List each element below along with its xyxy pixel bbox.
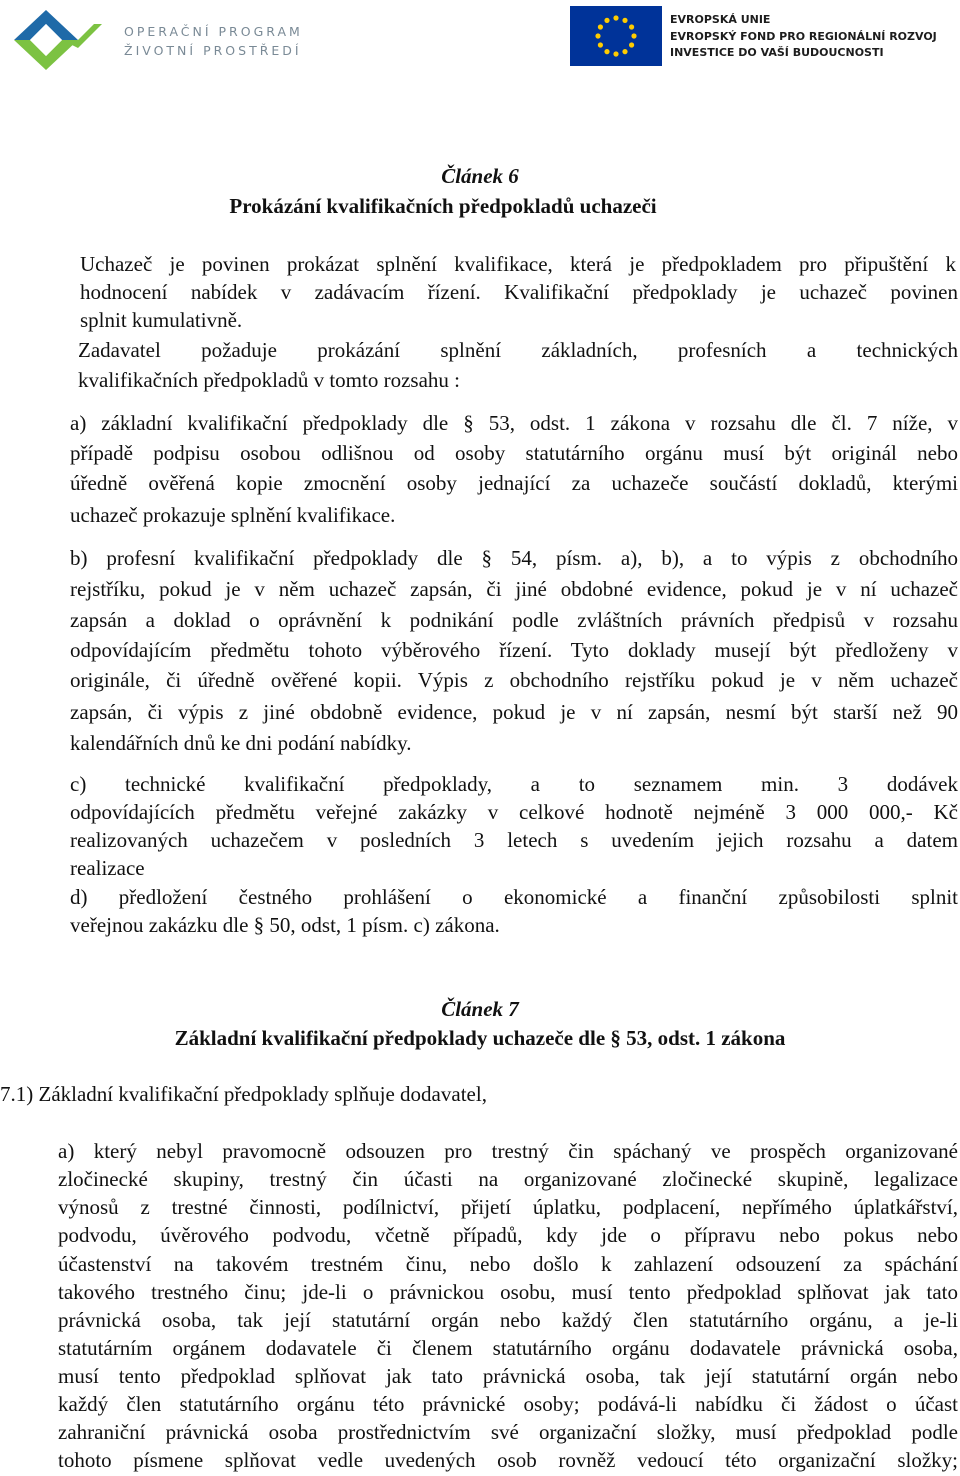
item-7a-line: a) který nebyl pravomocně odsouzen pro trestný čin spáchaný ve prospěch organizované <box>58 1139 958 1163</box>
article6-heading: Článek 6 <box>441 164 519 188</box>
item-7a-line: zločinecké skupiny, trestný čin účasti na organizované zločinecké skupině, legalizace <box>58 1167 958 1191</box>
item-b-line: odpovídajícím předmětu tohoto výběrového řízení. Tyto doklady musejí být předloženy v <box>70 638 958 662</box>
item-7a-line: právnická osoba, tak její statutární orgán nebo každý člen statutárního orgánu, a je-li <box>58 1308 958 1332</box>
article6-intro-line: Zadavatel požaduje prokázání splnění základních, profesních a technických <box>78 338 958 362</box>
item-c-line: realizovaných uchazečem v posledních 3 letech s uvedením jejich rozsahu a datem <box>70 828 958 852</box>
opzp-logo <box>6 2 303 72</box>
item-d-line: d) předložení čestného prohlášení o ekonomické a finanční způsobilosti splnit <box>70 885 958 909</box>
item-c-line: c) technické kvalifikační předpoklady, a to seznamem min. 3 dodávek <box>70 772 958 796</box>
item-b-line: zapsán a doklad o oprávnění k podnikání podle zvláštních právních předpisů v rozsahu <box>70 608 958 632</box>
item-d-line: veřejnou zakázku dle § 50, odst, 1 písm. c) zákona. <box>70 913 500 937</box>
article7-title: Základní kvalifikační předpoklady uchazeče dle § 53, odst. 1 zákona <box>174 1026 786 1050</box>
eu-flag-icon <box>570 6 662 66</box>
opzp-logo-icon <box>6 2 116 72</box>
item-b-line: rejstříku, pokud je v něm uchazeč zapsán, či jiné obdobné evidence, pokud je v ní uchazeč <box>70 577 958 601</box>
point-7-1: 7.1) Základní kvalifikační předpoklady splňuje dodavatel, <box>0 1082 487 1106</box>
item-7a-line: statutárním orgánem dodavatele či členem statutárního orgánu dodavatele právnická osoba, <box>58 1336 958 1360</box>
article6-intro-line: hodnocení nabídek v zadávacím řízení. Kvalifikační předpoklady je uchazeč povinen <box>80 280 958 304</box>
eu-line3: INVESTICE DO VAŠÍ BUDOUCNOSTI <box>670 46 884 59</box>
eu-line2: EVROPSKÝ FOND PRO REGIONÁLNÍ ROZVOJ <box>670 29 937 43</box>
article6-title: Prokázání kvalifikačních předpokladů uchazeči <box>229 194 657 218</box>
item-7a-line: výnosů z trestné činnosti, podílnictví, přijetí úplatku, podplacení, nepřímého úplatkářství, <box>58 1195 958 1219</box>
item-7a-line: účastenství na takovém trestném činu, nebo došlo k zahlazení odsouzení za spáchání <box>58 1252 958 1276</box>
item-7a-line: tohoto písmene splňovat vedle uvedených osob rovněž vedoucí této organizační složky; <box>58 1448 958 1472</box>
item-c-line: odpovídajících předmětu veřejné zakázky v celkové hodnotě nejméně 3 000 000,- Kč <box>70 800 958 824</box>
article7-heading: Článek 7 <box>441 997 519 1021</box>
page-header <box>0 0 960 80</box>
item-7a-line: musí tento předpoklad splňovat jak tato právnická osoba, tak její statutární orgán nebo <box>58 1364 958 1388</box>
item-a-line: úředně ověřená kopie zmocnění osoby jednající za uchazeče součástí dokladů, kterými <box>70 471 958 495</box>
opzp-line2: ŽIVOTNÍ PROSTŘEDÍ <box>124 43 302 58</box>
item-a-line: případě podpisu osobou odlišnou od osoby statutárního orgánu musí být originál nebo <box>70 441 958 465</box>
item-7a-line: každý člen statutárního orgánu této právnické osoby; podává-li nabídku či žádost o účast <box>58 1392 958 1416</box>
eu-line1: EVROPSKÁ UNIE <box>670 13 771 26</box>
item-b-line: b) profesní kvalifikační předpoklady dle § 54, písm. a), b), a to výpis z obchodního <box>70 546 958 570</box>
item-b-line: zapsán, či výpis z jiné obdobně evidence, pokud je v ní zapsán, nesmí být starší než 90 <box>70 700 958 724</box>
item-b-line: originále, či úředně ověřené kopii. Výpis z obchodního rejstříku pokud je v něm uchazeč <box>70 668 958 692</box>
item-c-line: realizace <box>70 856 145 880</box>
item-7a-line: takového trestného činu; jde-li o právnickou osobu, musí tento předpoklad splňovat jak tato <box>58 1280 958 1304</box>
item-a-line: uchazeč prokazuje splnění kvalifikace. <box>70 503 396 527</box>
article6-intro-line: kvalifikačních předpokladů v tomto rozsahu : <box>78 368 460 392</box>
item-7a-line: zahraniční právnická osoba prostřednictvím své organizační složky, musí předpoklad podle <box>58 1420 958 1444</box>
item-b-line: kalendářních dnů ke dni podání nabídky. <box>70 731 412 755</box>
item-a-line: a) základní kvalifikační předpoklady dle § 53, odst. 1 zákona v rozsahu dle čl. 7 níže, v <box>70 411 958 435</box>
item-7a-line: podvodu, úvěrového podvodu, včetně případů, kdy jde o přípravu nebo pokus nebo <box>58 1223 958 1247</box>
opzp-line1: OPERAČNÍ PROGRAM <box>124 24 303 39</box>
article6-intro-line: Uchazeč je povinen prokázat splnění kvalifikace, která je předpokladem pro připuštění k <box>80 252 956 276</box>
article6-intro-line: splnit kumulativně. <box>80 308 243 332</box>
